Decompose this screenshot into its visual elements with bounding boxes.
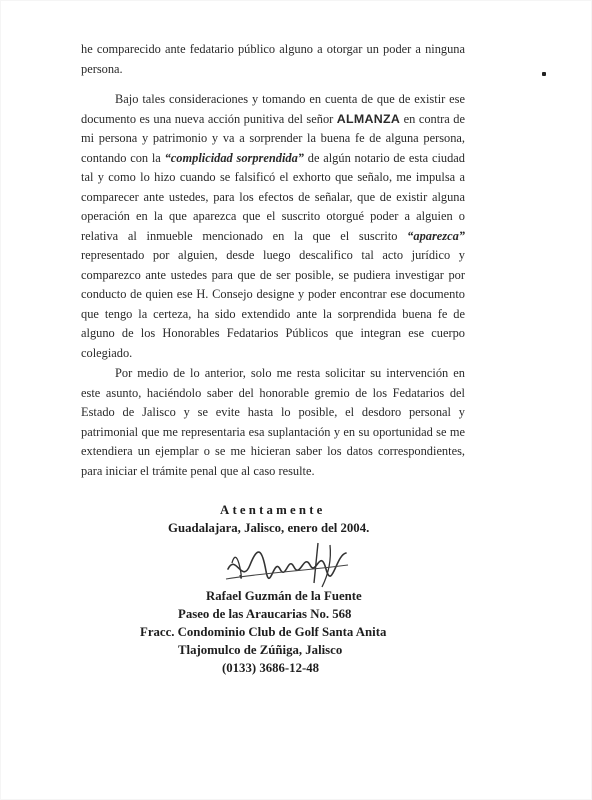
quoted-word-aparezca: “aparezca” — [407, 228, 465, 243]
paragraph-considerations — [81, 90, 465, 363]
paragraph-request — [81, 364, 465, 481]
address-line-1: Paseo de las Araucarias No. 568 — [178, 607, 352, 621]
salutation: Atentamente — [220, 503, 326, 517]
scan-speck — [542, 72, 546, 76]
paragraph-text: Por medio de lo anterior, solo me resta solicitar su intervención en este asunto, haciéndolo saber del honorable gremio de los Fedatarios del Estado de Jalisco y se evite hasta lo posible, el desdoro personal y patrimonial que me representaria esa suplantación y en su oportunidad se me extendiera un ejemplar o se me hicieran saber los datos correspondientes, para iniciar el trámite penal que al caso resulte. — [81, 366, 465, 478]
address-line-2: Fracc. Condominio Club de Golf Santa Anita — [140, 625, 387, 639]
signer-name: Rafael Guzmán de la Fuente — [206, 589, 362, 603]
phone-number: (0133) 3686-12-48 — [222, 661, 320, 675]
paragraph-text-part-d: representado por alguien, desde luego descalifico tal acto jurídico y comparezco ante ustedes para que de ser posible, se pudiera investigar por conducto de quien ese H. Consejo designe y poder encontrar ese documento que tengo la certeza, ha sido extendido ante la sorprendida buena fe de alguno de los Honorables Fedatarios Públicos que integran ese cuerpo colegiado. — [81, 248, 465, 360]
paragraph-text-part-c: de algún notario de esta ciudad tal y como lo hizo cuando se falsificó el exhorto que señalo, me impulsa a comparecer ante ustedes, para los efectos de señalar, que de existir alguna operación en la que aparezca que el suscrito otorgué poder a alguien o relativa al inmueble mencionado en la que el suscrito — [81, 150, 465, 243]
paragraph-continuation — [81, 40, 465, 79]
paragraph-text: he comparecido ante fedatario público alguno a otorgar un poder a ninguna persona. — [81, 42, 465, 76]
paragraph-text-part-b: en contra de mi persona y patrimonio y va a sorprender la buena fe de alguna persona, contando con la — [81, 111, 465, 165]
surname-almanza: ALMANZA — [336, 111, 401, 126]
quoted-phrase-complicidad: “complicidad sorprendida” — [164, 150, 304, 165]
paragraph-text-part-a: Bajo tales consideraciones y tomando en cuenta de que de existir ese documento es una nueva acción punitiva del señor — [81, 92, 465, 126]
address-line-3: Tlajomulco de Zúñiga, Jalisco — [178, 643, 343, 657]
place-and-date: Guadalajara, Jalisco, enero del 2004. — [168, 521, 370, 535]
signature-icon — [222, 535, 352, 595]
